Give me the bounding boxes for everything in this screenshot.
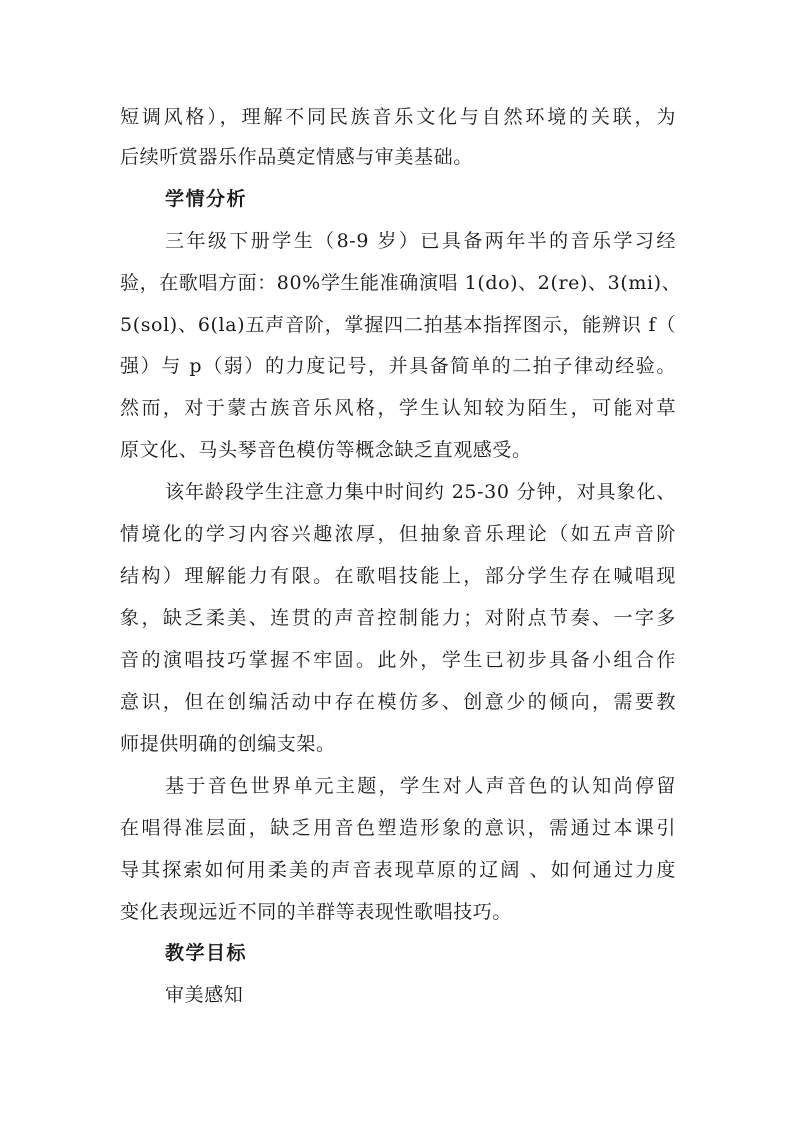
paragraph-intro-line-1: 短调风格），理解不同民族音乐文化与自然环境的关联，为 bbox=[120, 106, 676, 128]
learning-p2-line-5: 音的演唱技巧掌握不牢固。此外，学生已初步具备小组合作 bbox=[120, 649, 676, 671]
learning-p3-line-2: 在唱得准层面，缺乏用音色塑造形象的意识，需通过本课引 bbox=[120, 817, 676, 839]
learning-p1-line-2: 验，在歌唱方面：80%学生能准确演唱 1(do)、2(re)、3(mi)、 bbox=[120, 272, 682, 294]
learning-p1-line-3: 5(sol)、6(la)五声音阶，掌握四二拍基本指挥图示，能辨识 f（ bbox=[120, 314, 676, 336]
learning-p3-line-3: 导其探索如何用柔美的声音表现草原的辽阔 、如何通过力度 bbox=[120, 859, 676, 881]
learning-p3-line-1: 基于音色世界单元主题，学生对人声音色的认知尚停留 bbox=[165, 775, 676, 797]
subheading-aesthetic-perception: 审美感知 bbox=[165, 984, 244, 1006]
learning-p1-line-4: 强）与 p（弱）的力度记号，并具备简单的二拍子律动经验。 bbox=[120, 355, 676, 377]
heading-learning-analysis: 学情分析 bbox=[165, 188, 248, 210]
paragraph-intro-line-2: 后续听赏器乐作品奠定情感与审美基础。 bbox=[120, 146, 473, 168]
learning-p3-line-4: 变化表现远近不同的羊群等表现性歌唱技巧。 bbox=[120, 901, 513, 923]
learning-p1-line-6: 原文化、马头琴音色模仿等概念缺乏直观感受。 bbox=[120, 439, 532, 461]
learning-p2-line-2: 情境化的学习内容兴趣浓厚，但抽象音乐理论（如五声音阶 bbox=[120, 523, 676, 545]
heading-teaching-goals: 教学目标 bbox=[165, 942, 248, 964]
learning-p2-line-3: 结构）理解能力有限。在歌唱技能上，部分学生存在喊唱现 bbox=[120, 565, 676, 587]
learning-p2-line-1: 该年龄段学生注意力集中时间约 25-30 分钟，对具象化、 bbox=[165, 481, 676, 503]
learning-p2-line-7: 师提供明确的创编支架。 bbox=[120, 733, 336, 755]
learning-p1-line-5: 然而，对于蒙古族音乐风格，学生认知较为陌生，可能对草 bbox=[120, 397, 676, 419]
learning-p1-line-1: 三年级下册学生（8-9 岁）已具备两年半的音乐学习经 bbox=[165, 230, 676, 252]
learning-p2-line-6: 意识，但在创编活动中存在模仿多、创意少的倾向，需要教 bbox=[120, 691, 676, 713]
learning-p2-line-4: 象，缺乏柔美、连贯的声音控制能力；对附点节奏、一字多 bbox=[120, 607, 676, 629]
